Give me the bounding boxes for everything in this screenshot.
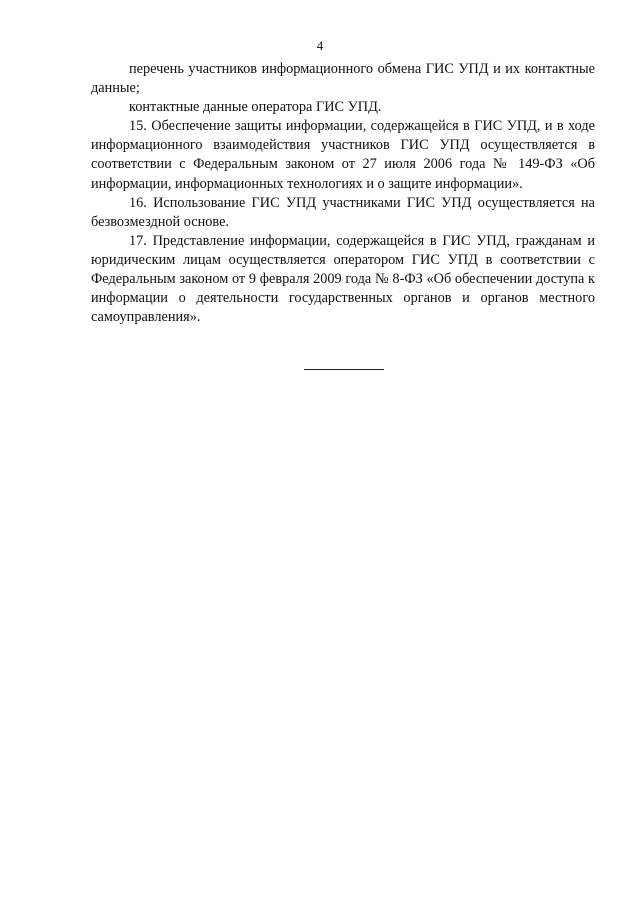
document-body — [91, 60, 595, 327]
end-separator-line — [304, 369, 384, 370]
paragraph-17-information-provision: 17. Представление информации, содержащейся в ГИС УПД, гражданам и юридическим лицам осуществляется оператором ГИС УПД в соответствии с Федеральным законом от 9 февраля 2009 года № 8-ФЗ «Об обеспечении доступа к информации о деятельности государственных органов и органов местного самоуправления». — [91, 232, 595, 326]
paragraph-15-protection: 15. Обеспечение защиты информации, содержащейся в ГИС УПД, и в ходе информационного взаимодействия участников ГИС УПД осуществляется в соответствии с Федеральным законом от 27 июля 2006 года № 149-ФЗ «Об информации, информационных технологиях и о защите информации». — [91, 118, 595, 192]
paragraph-participants-list: перечень участников информационного обмена ГИС УПД и их контактные данные; — [91, 61, 595, 97]
paragraph-operator-contacts: контактные данные оператора ГИС УПД. — [129, 99, 382, 116]
paragraph-16-free-use: 16. Использование ГИС УПД участниками ГИС УПД осуществляется на безвозмездной основе. — [91, 194, 595, 230]
page-number: 4 — [316, 38, 324, 53]
